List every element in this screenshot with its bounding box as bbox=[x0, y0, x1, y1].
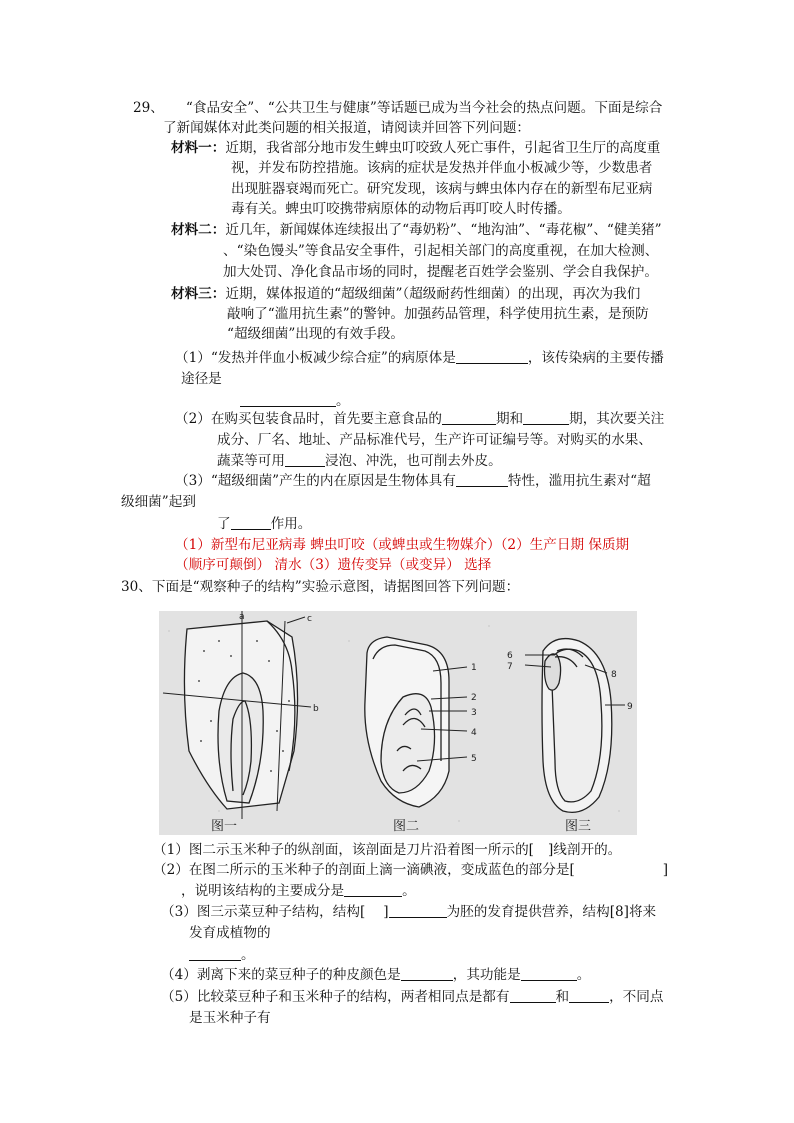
figure-1-caption: 图一 bbox=[211, 819, 238, 834]
seed-structure-figure bbox=[159, 611, 637, 835]
q29-sub1-text-b: ，该传染病的主要传播 bbox=[527, 350, 664, 366]
answer-line1: （1）新型布尼亚病毒 蜱虫叮咬（或蜱虫或生物媒介）（2）生产日期 保质期 bbox=[175, 537, 630, 553]
q30-sub5-line1 bbox=[161, 988, 663, 1006]
q30-sub4-text-a: （4）剥离下来的菜豆种子的种皮颜色是 bbox=[161, 967, 401, 983]
q30-sub5-text-a: （5）比较菜豆种子和玉米种子的结构，两者相同点是都有 bbox=[161, 989, 510, 1005]
q30-sub4-blank-1[interactable] bbox=[401, 966, 453, 981]
q30-sub3-bracket-blank[interactable] bbox=[365, 904, 383, 918]
q30-sub3-text-e: 。 bbox=[241, 947, 255, 963]
fig1-label-c: c bbox=[307, 614, 312, 624]
q29-sub1-period: 。 bbox=[336, 393, 350, 409]
question-29-intro-line1 bbox=[133, 99, 662, 117]
material-3-line2: 敲响了“滥用抗生素”的警钟。加强药品管理，科学使用抗生素，是预防 bbox=[227, 306, 649, 322]
q30-sub2-bracket-blank[interactable] bbox=[575, 862, 663, 876]
material-1-text: 近期，我省部分地市发生蜱虫叮咬致人死亡事件，引起省卫生厅的高度重 bbox=[225, 140, 661, 156]
fig2-label-4: 4 bbox=[471, 728, 477, 738]
fig3-label-8: 8 bbox=[611, 670, 617, 680]
q29-sub3-line3 bbox=[217, 515, 311, 533]
fig2-label-3: 3 bbox=[471, 708, 477, 718]
seed-figure-svg bbox=[159, 611, 637, 835]
q30-sub1-line bbox=[153, 841, 621, 859]
q29-sub1-blank-2[interactable] bbox=[240, 392, 336, 407]
q29-sub2-line2: 成分、厂名、地址、产品标准代号，生产许可证编号等。对购买的水果、 bbox=[217, 432, 652, 448]
fig3-label-6: 6 bbox=[507, 651, 513, 661]
q30-sub2-line2 bbox=[181, 882, 416, 900]
fig3-label-9: 9 bbox=[627, 702, 633, 712]
q30-sub3-blank-1[interactable] bbox=[389, 903, 447, 918]
q30-sub2-text-d: 。 bbox=[402, 883, 416, 899]
q29-sub1-line2: 途径是 bbox=[181, 371, 222, 387]
q29-sub2-blank-1[interactable] bbox=[442, 410, 496, 425]
q30-sub4-blank-2[interactable] bbox=[521, 966, 577, 981]
q30-sub2-text-a: （2）在图二所示的玉米种子的剖面上滴一滴碘液，变成蓝色的部分是[ bbox=[153, 862, 575, 878]
material-2-text: 近几年，新闻媒体连续报出了“毒奶粉”、“地沟油”、“毒花椒”、“健美猪” bbox=[225, 222, 662, 238]
q29-sub2-text-e: 蔬菜等可用 bbox=[217, 453, 285, 469]
q30-sub4-line bbox=[161, 966, 590, 984]
q30-sub2-line1 bbox=[153, 861, 668, 879]
material-1-line1 bbox=[171, 139, 660, 157]
q30-sub5-line2: 是玉米种子有 bbox=[189, 1010, 271, 1026]
material-2-line3: 加大处罚、净化食品市场的同时，提醒老百姓学会鉴别、学会自我保护。 bbox=[223, 264, 658, 280]
material-1-label: 材料一： bbox=[171, 140, 226, 156]
q29-sub3-blank-2[interactable] bbox=[231, 515, 271, 530]
q29-sub2-blank-2[interactable] bbox=[523, 410, 569, 425]
q30-sub4-text-c: 。 bbox=[576, 967, 591, 983]
q30-sub2-blank[interactable] bbox=[344, 882, 402, 897]
material-3-label: 材料三： bbox=[171, 286, 226, 302]
q30-sub2-text-c: ，说明该结构的主要成分是 bbox=[181, 883, 345, 899]
q29-sub3-line1 bbox=[175, 472, 651, 490]
q30-sub1-text-a: （1）图二示玉米种子的纵剖面，该剖面是刀片沿着图一所示的[ bbox=[153, 842, 534, 858]
fig1-label-b: b bbox=[313, 704, 319, 714]
q30-sub3-line2: 发育成植物的 bbox=[189, 925, 271, 941]
fig1-label-a: a bbox=[239, 612, 245, 622]
material-1-line4: 毒有关。蜱虫叮咬携带病原体的动物后再叮咬人时传播。 bbox=[231, 201, 571, 217]
question-29-intro-text: “食品安全”、“公共卫生与健康”等话题已成为当今社会的热点问题。下面是综合 bbox=[185, 100, 663, 116]
fig2-label-1: 1 bbox=[471, 663, 477, 673]
q29-sub2-text-a: （2）在购买包装食品时，首先要主意食品的 bbox=[175, 411, 442, 427]
material-2-label: 材料二： bbox=[171, 222, 226, 238]
q29-sub2-line3 bbox=[217, 452, 502, 470]
figure-3-caption: 图三 bbox=[565, 819, 592, 834]
q29-sub2-text-f: 浸泡、冲洗，也可削去外皮。 bbox=[324, 453, 502, 469]
q30-sub3-line3 bbox=[189, 946, 255, 964]
q30-sub5-text-b: 和 bbox=[555, 989, 570, 1005]
material-2-line2: 、“染色馒头”等食品安全事件，引起相关部门的高度重视，在加大检测、 bbox=[223, 243, 659, 259]
material-2-line1 bbox=[171, 221, 662, 239]
q29-sub3-text-b: 特性，滥用抗生素对“超 bbox=[507, 473, 651, 489]
answer-line2: （顺序可颠倒） 清水（3）遗传变异（或变异） 选择 bbox=[175, 557, 492, 573]
q29-sub2-line1 bbox=[175, 410, 664, 428]
q30-sub4-text-b: ，其功能是 bbox=[452, 967, 521, 983]
q29-sub3-line2: 级细菌”起到 bbox=[121, 494, 196, 510]
material-1-line2: 视，并发布防控措施。该病的症状是发热并伴血小板减少等，少数患者 bbox=[231, 160, 653, 176]
material-3-text: 近期，媒体报道的“超级细菌”（超级耐药性细菌）的出现，再次为我们 bbox=[225, 286, 641, 302]
q29-sub3-text-a: （3）“超级细菌”产生的内在原因是生物体具有 bbox=[175, 473, 456, 489]
q29-sub3-blank-1[interactable] bbox=[456, 472, 508, 487]
q29-sub3-text-e: 作用。 bbox=[270, 516, 312, 532]
q30-sub5-blank-2[interactable] bbox=[569, 988, 609, 1003]
q30-sub3-blank-2[interactable] bbox=[189, 946, 241, 961]
q30-sub3-text-a: （3）图三示菜豆种子结构，结构[ bbox=[161, 904, 366, 920]
q30-sub3-text-b: ] bbox=[383, 904, 389, 920]
material-3-line1 bbox=[171, 285, 640, 303]
question-29-number: 29、 bbox=[133, 100, 164, 116]
figure-3-bean-seed bbox=[525, 639, 625, 813]
figure-1-corn-seed bbox=[163, 611, 311, 819]
q30-sub3-text-c: 为胚的发育提供营养，结构[8]将来 bbox=[446, 904, 657, 920]
q30-sub5-blank-1[interactable] bbox=[510, 988, 556, 1003]
fig2-label-5: 5 bbox=[471, 754, 477, 764]
q30-sub1-text-b: ]线剖开的。 bbox=[547, 842, 622, 858]
q30-sub1-bracket-blank[interactable] bbox=[534, 842, 548, 856]
q30-sub3-line1 bbox=[161, 903, 656, 921]
fig3-label-7: 7 bbox=[507, 662, 513, 672]
q29-sub1-blank-1[interactable] bbox=[456, 349, 528, 364]
q30-sub5-text-c: ，不同点 bbox=[609, 989, 664, 1005]
figure-2-caption: 图二 bbox=[393, 819, 420, 834]
q29-sub2-blank-3[interactable] bbox=[285, 452, 325, 467]
q29-sub1-line1 bbox=[175, 349, 664, 367]
question-30-intro: 30、下面是“观察种子的结构”实验示意图，请据图回答下列问题： bbox=[121, 579, 520, 595]
material-1-line3: 出现脏器衰竭而死亡。研究发现，该病与蜱虫体内存在的新型布尼亚病 bbox=[231, 181, 653, 197]
question-29-intro-line2: 了新闻媒体对此类问题的相关报道，请阅读并回答下列问题： bbox=[163, 120, 531, 136]
q30-sub2-text-b: ] bbox=[662, 862, 669, 878]
q29-sub2-text-c: 期，其次要关注 bbox=[569, 411, 665, 427]
material-3-line3: “超级细菌”出现的有效手段。 bbox=[227, 326, 405, 342]
q29-sub3-text-d: 了 bbox=[217, 516, 231, 532]
fig2-label-2: 2 bbox=[471, 693, 477, 703]
q29-sub1-line3 bbox=[240, 392, 350, 410]
q29-sub1-text-a: （1）“发热并伴血小板减少综合症”的病原体是 bbox=[175, 350, 456, 366]
figure-2-corn-section bbox=[365, 637, 467, 807]
q29-sub2-text-b: 期和 bbox=[495, 411, 524, 427]
